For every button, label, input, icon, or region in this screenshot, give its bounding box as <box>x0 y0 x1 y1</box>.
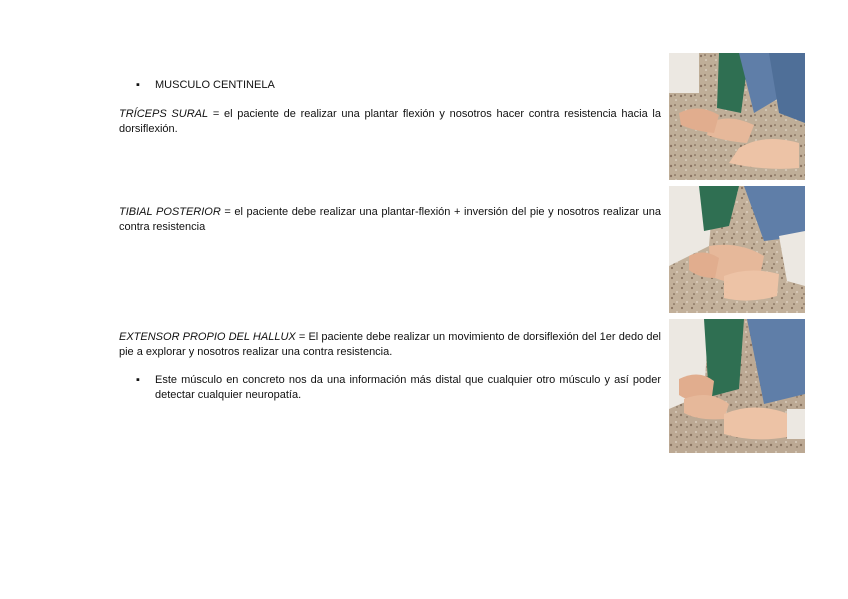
note-bullet-item <box>136 373 661 402</box>
heading-bullet-item <box>136 78 661 93</box>
bullet-marker: ▪ <box>136 79 140 91</box>
note-text: Este músculo en concreto nos da una información más distal que cualquier otro músculo y así poder detectar cualquier neuropatía. <box>155 374 661 401</box>
section-text: = el paciente debe realizar una plantar-flexión + inversión del pie y nosotros realizar una contra resistencia <box>119 206 661 233</box>
section-term: TRÍCEPS SURAL <box>119 108 209 120</box>
extensor-hallux-test-photo <box>669 319 805 453</box>
section-text: = El paciente debe realizar un movimiento de dorsiflexión del 1er dedo del pie a explorar y nosotros realizar una contra resistencia. <box>119 331 662 358</box>
section-tibial-posterior <box>119 205 661 234</box>
section-text: = el paciente de realizar una plantar flexión y nosotros hacer contra resistencia hacia la dorsiflexión. <box>119 108 661 135</box>
bullet-marker: ▪ <box>136 374 140 386</box>
section-term: EXTENSOR PROPIO DEL HALLUX <box>119 331 296 343</box>
section-triceps-sural <box>119 107 661 136</box>
triceps-sural-test-photo <box>669 53 805 180</box>
bullet-heading: MUSCULO CENTINELA <box>155 79 275 91</box>
section-term: TIBIAL POSTERIOR <box>119 206 221 218</box>
tibial-posterior-test-photo <box>669 186 805 313</box>
section-extensor-hallux <box>119 330 661 359</box>
